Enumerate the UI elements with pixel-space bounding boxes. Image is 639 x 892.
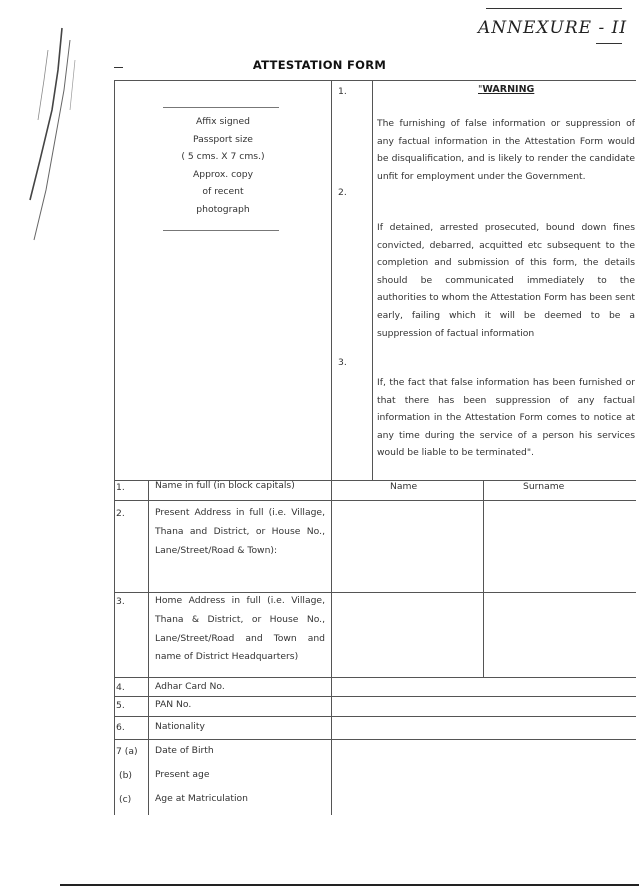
field-number: 6. <box>116 722 125 733</box>
warning-number: 1. <box>338 86 347 97</box>
warning-left-border <box>372 80 373 480</box>
field-label-present-age: Present age <box>155 769 210 780</box>
photo-right-border <box>331 80 332 480</box>
field-number: 4. <box>116 682 125 693</box>
label-column-divider <box>331 480 332 815</box>
top-rule <box>486 8 622 9</box>
annexure-underline <box>596 43 622 44</box>
photo-line: ( 5 cms. X 7 cms.) <box>181 151 265 163</box>
scan-artifact <box>0 0 110 300</box>
field-label-dob: Date of Birth <box>155 745 214 756</box>
warning-number: 2. <box>338 187 347 198</box>
field-number: 5. <box>116 700 125 711</box>
field-number: 7 (a) <box>116 746 138 757</box>
field-number: 2. <box>116 508 125 519</box>
scan-bottom-edge <box>60 884 639 886</box>
number-column-divider <box>148 480 149 815</box>
warning-number: 3. <box>338 357 347 368</box>
photo-line: Affix signed <box>195 116 250 127</box>
field-number: 1. <box>116 482 125 493</box>
field-label-present-address: Present Address in full (i.e. Village, Thana and District, or House No., Lane/Street/Road & Town): <box>155 507 325 556</box>
photo-placeholder <box>130 113 316 219</box>
warning-paragraph: The furnishing of false information or suppression of any factual information in the Attestation Form would be disqualification, and is likely to render the candidate unfit for employment under the Government. <box>377 118 635 182</box>
warning-paragraph: If detained, arrested prosecuted, bound down fines convicted, debarred, acquitted etc subsequent to the completion and submission of this form, the details should be communicated immediately to the authorities to whom the Attestation Form has been sent early, failing which it will be deemed to be a suppression of factual information <box>377 222 635 339</box>
field-number: 3. <box>116 596 125 607</box>
photo-line: Passport size <box>193 133 253 145</box>
margin-dash <box>114 67 123 68</box>
annexure-label: ANNEXURE - II <box>478 18 628 38</box>
row-divider <box>114 716 636 717</box>
field-label-age-at-matriculation: Age at Matriculation <box>155 793 248 804</box>
field-label-nationality: Nationality <box>155 721 205 732</box>
name-column-header: Name <box>390 481 418 492</box>
photo-bottom-rule <box>163 230 279 231</box>
name-surname-divider <box>483 480 484 677</box>
row-divider <box>114 500 636 501</box>
upper-top-border <box>114 80 636 81</box>
field-label-name: Name in full (in block capitals) <box>155 480 295 491</box>
warning-heading: "WARNING <box>478 84 535 95</box>
photo-line: Approx. copy <box>192 168 254 180</box>
photo-line: photograph <box>196 203 250 215</box>
field-label-adhar: Adhar Card No. <box>155 681 225 692</box>
field-label-pan: PAN No. <box>155 699 192 710</box>
photo-line: of recent <box>202 186 244 198</box>
field-number: (c) <box>119 794 132 805</box>
warning-paragraph: If, the fact that false information has been furnished or that there has been suppression of any factual information in the Attestation Form comes to notice at any time during the service of a person his services would be liable to be terminated". <box>377 377 635 459</box>
surname-column-header: Surname <box>523 481 565 492</box>
row-divider <box>114 739 636 740</box>
field-number: (b) <box>119 770 133 781</box>
photo-top-rule <box>163 107 279 108</box>
field-label-home-address: Home Address in full (i.e. Village, Thana & District, or House No., Lane/Street/Road and Town and name of District Headquarters) <box>155 595 325 663</box>
page-title: ATTESTATION FORM <box>252 58 387 72</box>
form-left-border <box>114 80 115 815</box>
